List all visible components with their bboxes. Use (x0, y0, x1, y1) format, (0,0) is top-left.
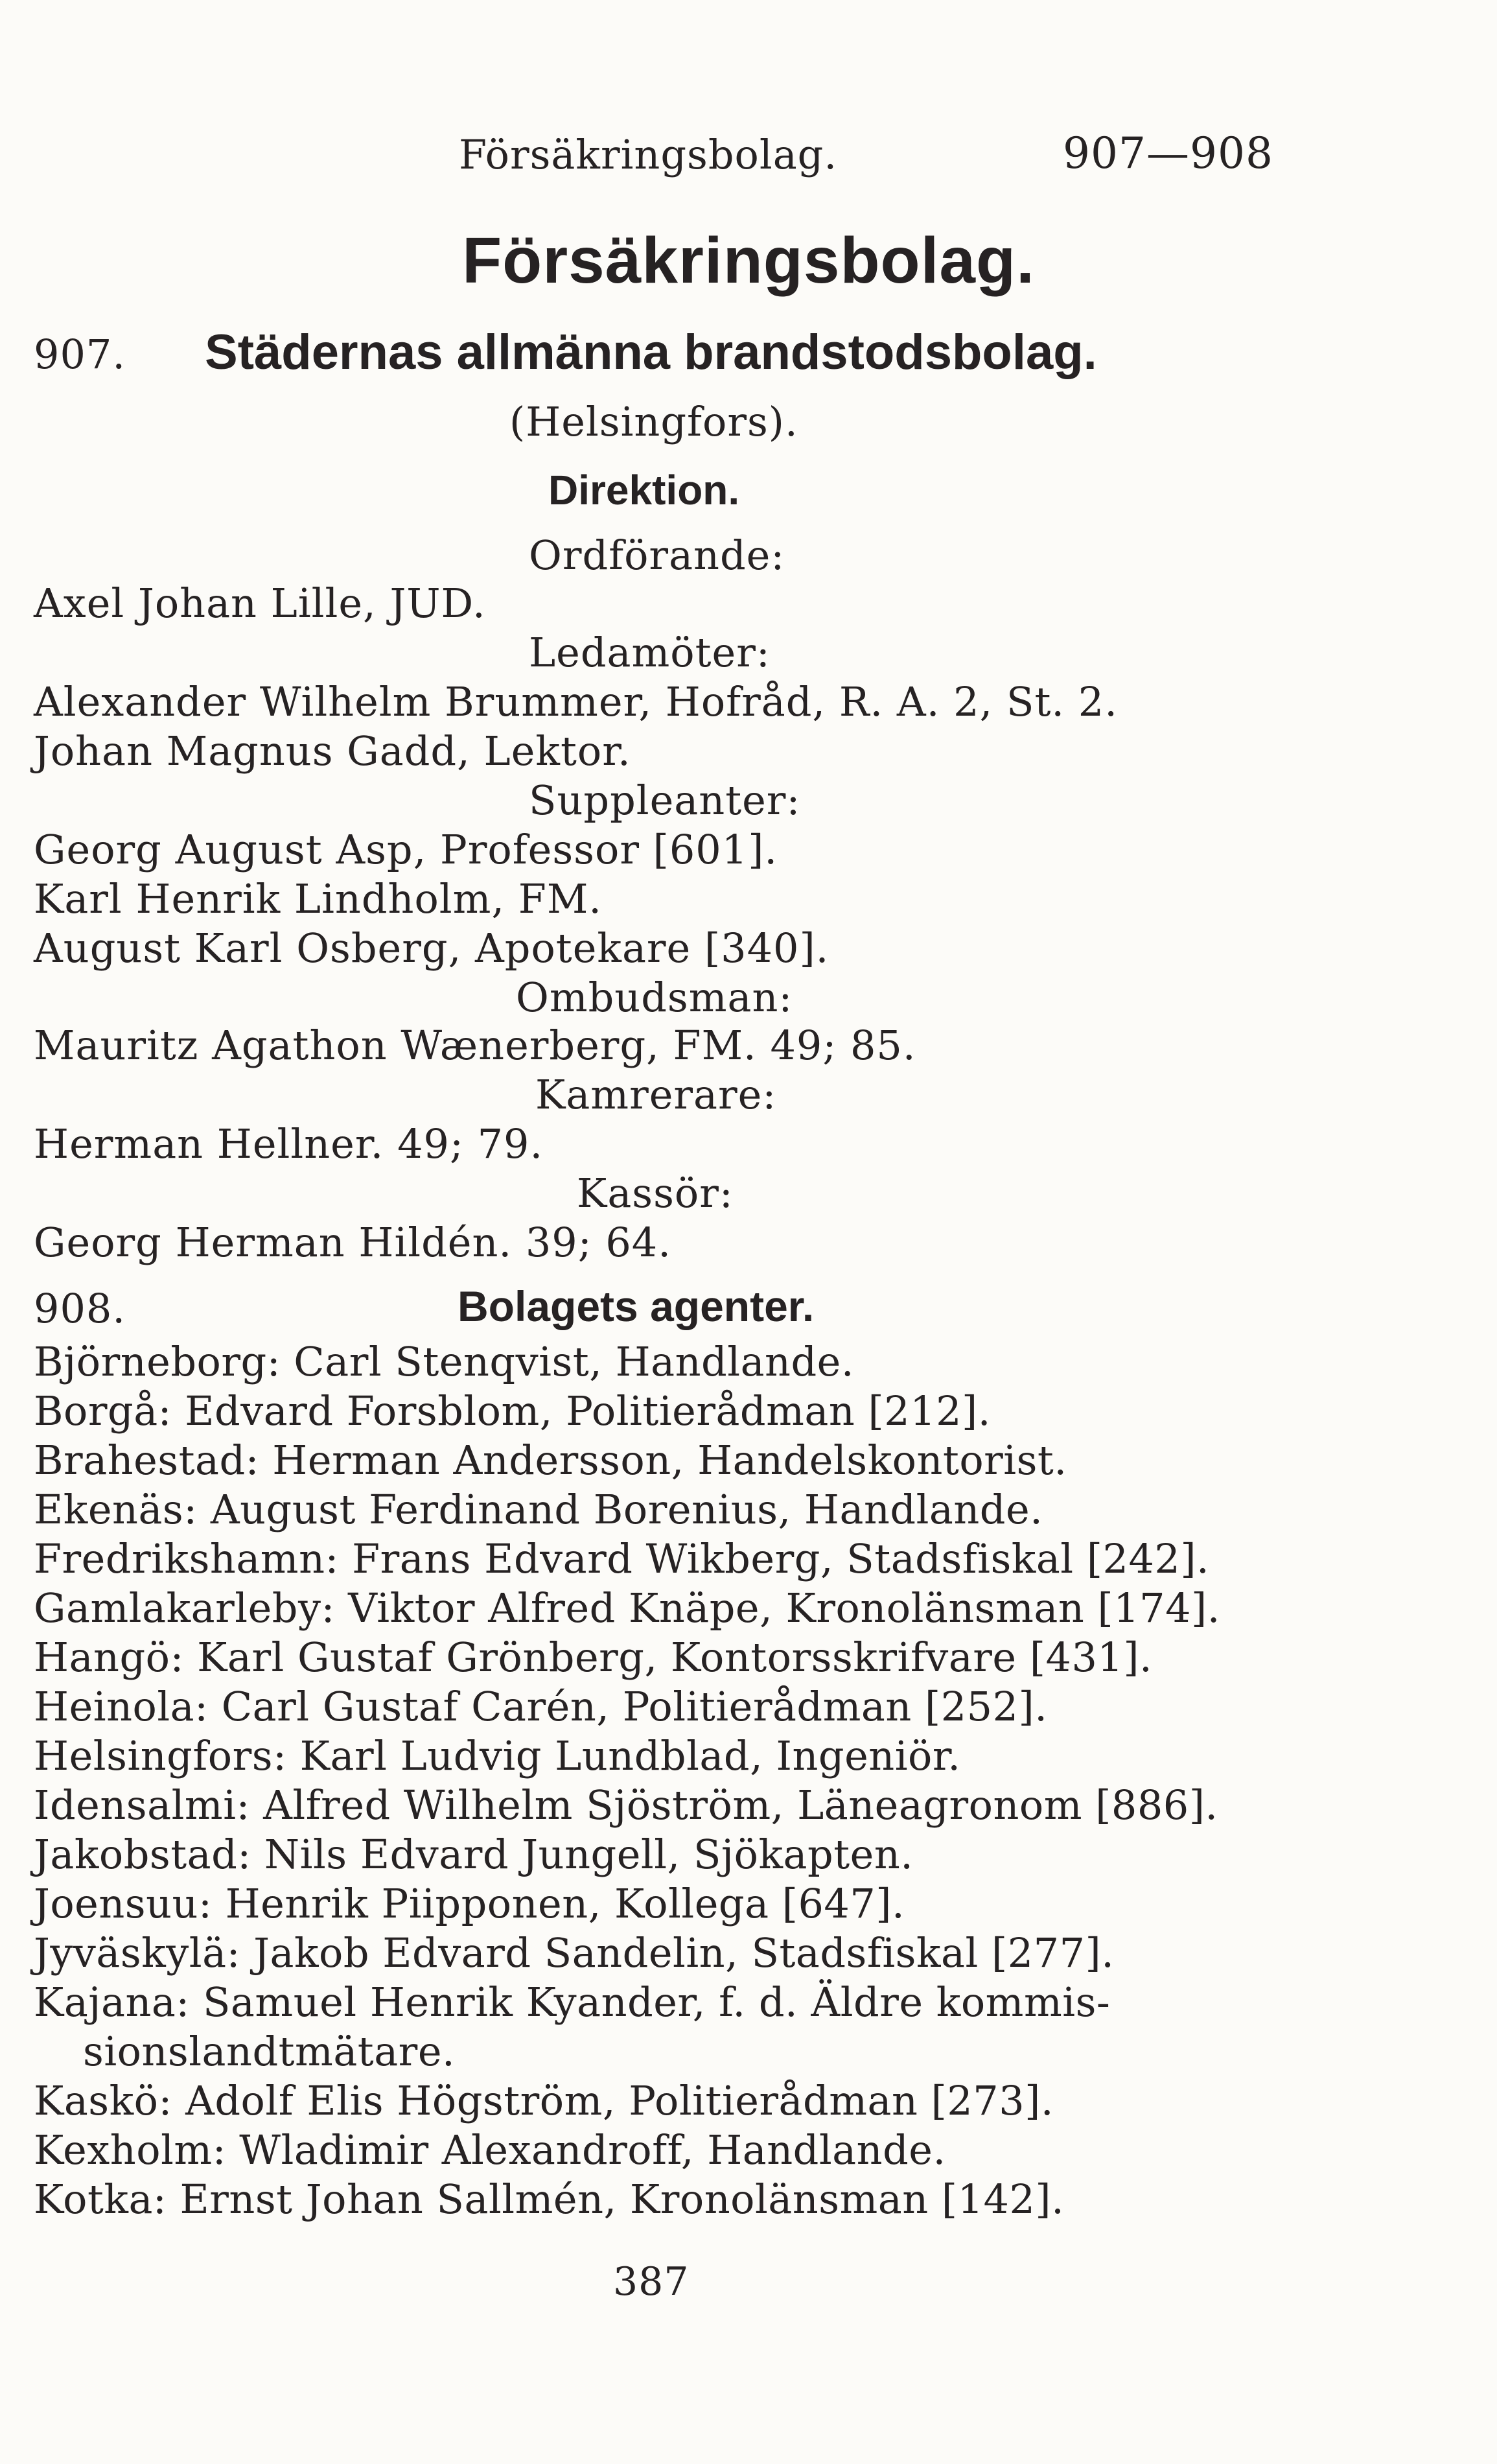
agent-entry: Gamlakarleby: Viktor Alfred Knäpe, Kronolänsman [174]. (34, 1584, 1220, 1632)
agent-entry: Jakobstad: Nils Edvard Jungell, Sjökapten. (34, 1831, 914, 1878)
agent-entry: Joensuu: Henrik Piipponen, Kollega [647]. (34, 1880, 905, 1927)
page-range: 907—908 (1063, 128, 1273, 178)
agent-entry: Idensalmi: Alfred Wilhelm Sjöström, Läneagronom [886]. (34, 1781, 1218, 1829)
agent-entry: Björneborg: Carl Stenqvist, Handlande. (34, 1338, 855, 1385)
section-908-heading: Bolagets agenter. (458, 1282, 815, 1330)
agent-entry: Helsingfors: Karl Ludvig Lundblad, Ingeniör. (34, 1732, 961, 1779)
deputies-label: Suppleanter: (529, 777, 801, 824)
page-title: Försäkringsbolag. (462, 224, 1035, 297)
accountant-label: Kamrerare: (535, 1071, 777, 1118)
board-deputy: Georg August Asp, Professor [601]. (34, 826, 778, 873)
ombudsman-label: Ombudsman: (516, 974, 793, 1021)
board-member: Alexander Wilhelm Brummer, Hofråd, R. A. 2, St. 2. (34, 678, 1118, 725)
page-number: 387 (613, 2259, 690, 2305)
chairman-name: Axel Johan Lille, JUD. (34, 580, 486, 627)
board-deputy: August Karl Osberg, Apotekare [340]. (34, 924, 830, 972)
agent-entry: Brahestad: Herman Andersson, Handelskontorist. (34, 1437, 1067, 1484)
accountant-name: Herman Hellner. 49; 79. (34, 1120, 544, 1167)
section-907-location: (Helsingfors). (509, 398, 798, 445)
board-heading: Direktion. (548, 467, 740, 513)
board-deputy: Karl Henrik Lindholm, FM. (34, 875, 603, 922)
cashier-name: Georg Herman Hildén. 39; 64. (34, 1219, 671, 1266)
cashier-label: Kassör: (577, 1169, 734, 1217)
section-907-number: 907. (34, 331, 126, 378)
agent-entry: Jyväskylä: Jakob Edvard Sandelin, Stadsfiskal [277]. (34, 1929, 1115, 1977)
agent-entry: Ekenäs: August Ferdinand Borenius, Handlande. (34, 1486, 1043, 1533)
agent-entry: Kexholm: Wladimir Alexandroff, Handlande. (34, 2126, 946, 2174)
board-member: Johan Magnus Gadd, Lektor. (34, 727, 631, 775)
agent-entry: Hangö: Karl Gustaf Grönberg, Kontorsskrifvare [431]. (34, 1634, 1153, 1681)
section-907-name: Städernas allmänna brandstodsbolag. (205, 325, 1097, 380)
agent-entry: Heinola: Carl Gustaf Carén, Politierådman [252]. (34, 1683, 1048, 1730)
agent-entry: Borgå: Edvard Forsblom, Politierådman [212]. (34, 1387, 991, 1435)
chairman-label: Ordförande: (529, 532, 785, 579)
members-label: Ledamöter: (529, 629, 771, 676)
section-908-number: 908. (34, 1285, 126, 1332)
agent-entry: Kajana: Samuel Henrik Kyander, f. d. Äldre kommis- (34, 1978, 1111, 2026)
agent-entry: Kaskö: Adolf Elis Högström, Politierådman [273]. (34, 2077, 1054, 2124)
running-title: Försäkringsbolag. (459, 131, 838, 178)
ombudsman-name: Mauritz Agathon Wænerberg, FM. 49; 85. (34, 1022, 916, 1069)
agent-entry: Fredrikshamn: Frans Edvard Wikberg, Stadsfiskal [242]. (34, 1535, 1210, 1582)
agent-entry-continuation: sionslandtmätare. (83, 2028, 456, 2075)
agent-entry: Kotka: Ernst Johan Sallmén, Kronolänsman [142]. (34, 2176, 1065, 2223)
